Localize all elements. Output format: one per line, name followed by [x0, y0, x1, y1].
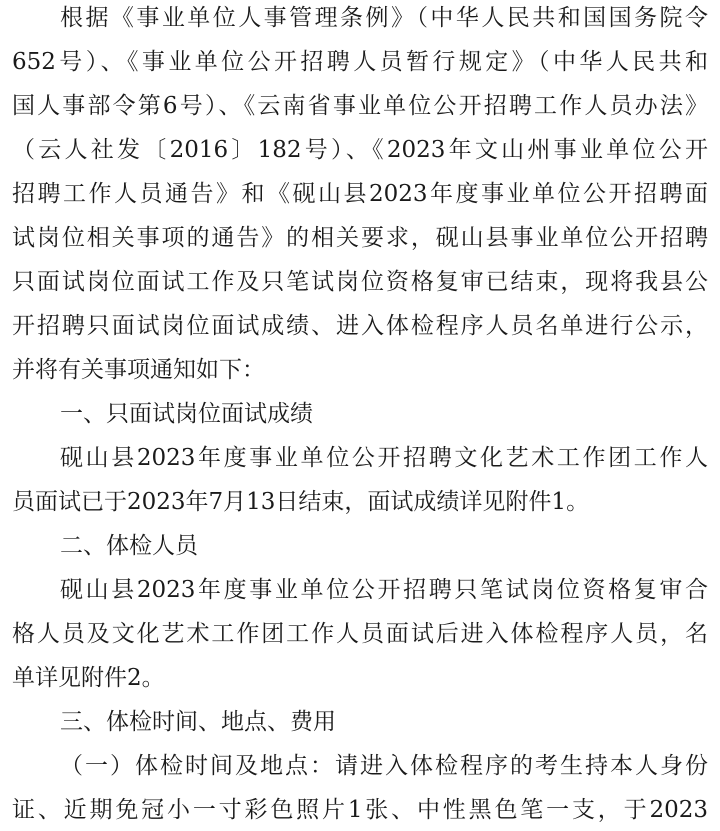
paragraph-line: 试岗位相关事项的通告》的相关要求，砚山县事业单位公开招聘 [12, 225, 708, 251]
section-heading: 一、只面试岗位面试成绩 [60, 401, 313, 427]
paragraph-line: 国人事部令第6号）、《云南省事业单位公开招聘工作人员办法》 [12, 93, 708, 119]
paragraph-line: 开招聘只面试岗位面试成绩、进入体检程序人员名单进行公示， [12, 313, 708, 339]
section-heading: 二、体检人员 [60, 533, 198, 559]
paragraph-line: 652号）、《事业单位公开招聘人员暂行规定》（中华人民共和 [12, 49, 708, 75]
paragraph-line: （云人社发〔2016〕182号）、《2023年文山州事业单位公开 [12, 137, 708, 163]
section-heading: 三、体检时间、地点、费用 [60, 709, 336, 735]
paragraph-line: 根据《事业单位人事管理条例》（中华人民共和国国务院令 [60, 5, 708, 31]
paragraph-line: 砚山县2023年度事业单位公开招聘文化艺术工作团工作人 [60, 445, 708, 471]
paragraph-line: 只面试岗位面试工作及只笔试岗位资格复审已结束，现将我县公 [12, 269, 708, 295]
paragraph-line: 单详见附件2。 [12, 665, 165, 691]
paragraph-line: 并将有关事项通知如下： [12, 357, 265, 383]
paragraph-line: 格人员及文化艺术工作团工作人员面试后进入体检程序人员，名 [12, 621, 708, 647]
paragraph-line: （一）体检时间及地点：请进入体检程序的考生持本人身份 [60, 753, 708, 779]
paragraph-line: 证、近期免冠小一寸彩色照片1张、中性黑色笔一支，于2023 [12, 797, 708, 823]
paragraph-line: 员面试已于2023年7月13日结束，面试成绩详见附件1。 [12, 489, 590, 515]
paragraph-line: 招聘工作人员通告》和《砚山县2023年度事业单位公开招聘面 [12, 181, 708, 207]
paragraph-line: 砚山县2023年度事业单位公开招聘只笔试岗位资格复审合 [60, 577, 708, 603]
